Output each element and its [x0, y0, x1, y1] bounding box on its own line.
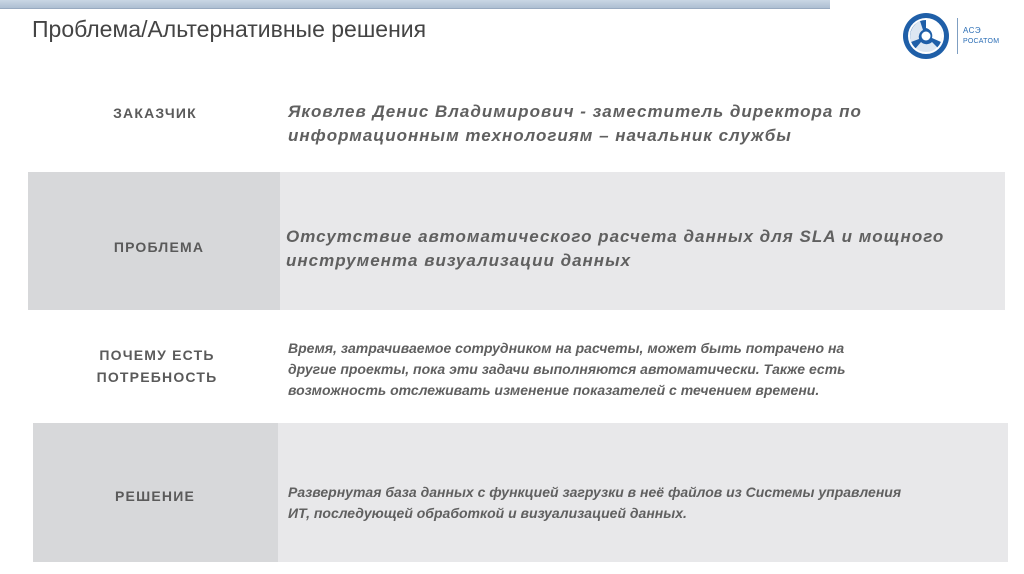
row-label-need	[62, 344, 252, 388]
row-value-solution-line-1: Развернутая база данных с функцией загрузки в неё файлов из Системы управления	[288, 484, 902, 500]
row-label-customer: ЗАКАЗЧИК	[113, 105, 197, 121]
row-label-solution: РЕШЕНИЕ	[115, 488, 195, 504]
row-value-solution	[288, 482, 998, 524]
row-value-solution-line-2: ИТ, последующей обработкой и визуализацией данных.	[288, 505, 687, 521]
logo-divider	[957, 18, 958, 54]
row-value-customer	[288, 100, 988, 148]
page-title: Проблема/Альтернативные решения	[32, 16, 427, 42]
top-accent-bar	[0, 0, 830, 9]
row-value-need-line-3: возможность отслеживать изменение показателей с течением времени.	[288, 382, 820, 398]
row-value-need-line-1: Время, затрачиваемое сотрудником на расчеты, может быть потрачено на	[288, 340, 845, 356]
row-value-customer-line-1: Яковлев Денис Владимирович - заместитель директора по	[288, 102, 862, 121]
row-value-customer-line-2: информационным технологиям – начальник службы	[288, 126, 792, 145]
logo-text-rosatom: РОСАТОМ	[963, 38, 1000, 45]
atom-logo-icon	[902, 12, 950, 60]
row-value-need	[288, 338, 988, 401]
row-label-problem: ПРОБЛЕМА	[113, 239, 205, 255]
row-value-need-line-2: другие проекты, пока эти задачи выполняются автоматически. Также есть	[288, 361, 846, 377]
row-label-need-line-1: ПОЧЕМУ ЕСТЬ	[99, 347, 215, 363]
row-value-problem-line-2: инструмента визуализации данных	[286, 251, 632, 270]
rosatom-logo	[902, 12, 1014, 60]
row-label-need-line-2: ПОТРЕБНОСТЬ	[96, 369, 218, 385]
row-value-problem	[286, 225, 996, 273]
logo-text-ase: АСЭ	[963, 26, 982, 35]
row-value-problem-line-1: Отсутствие автоматического расчета данных для SLA и мощного	[286, 227, 945, 246]
